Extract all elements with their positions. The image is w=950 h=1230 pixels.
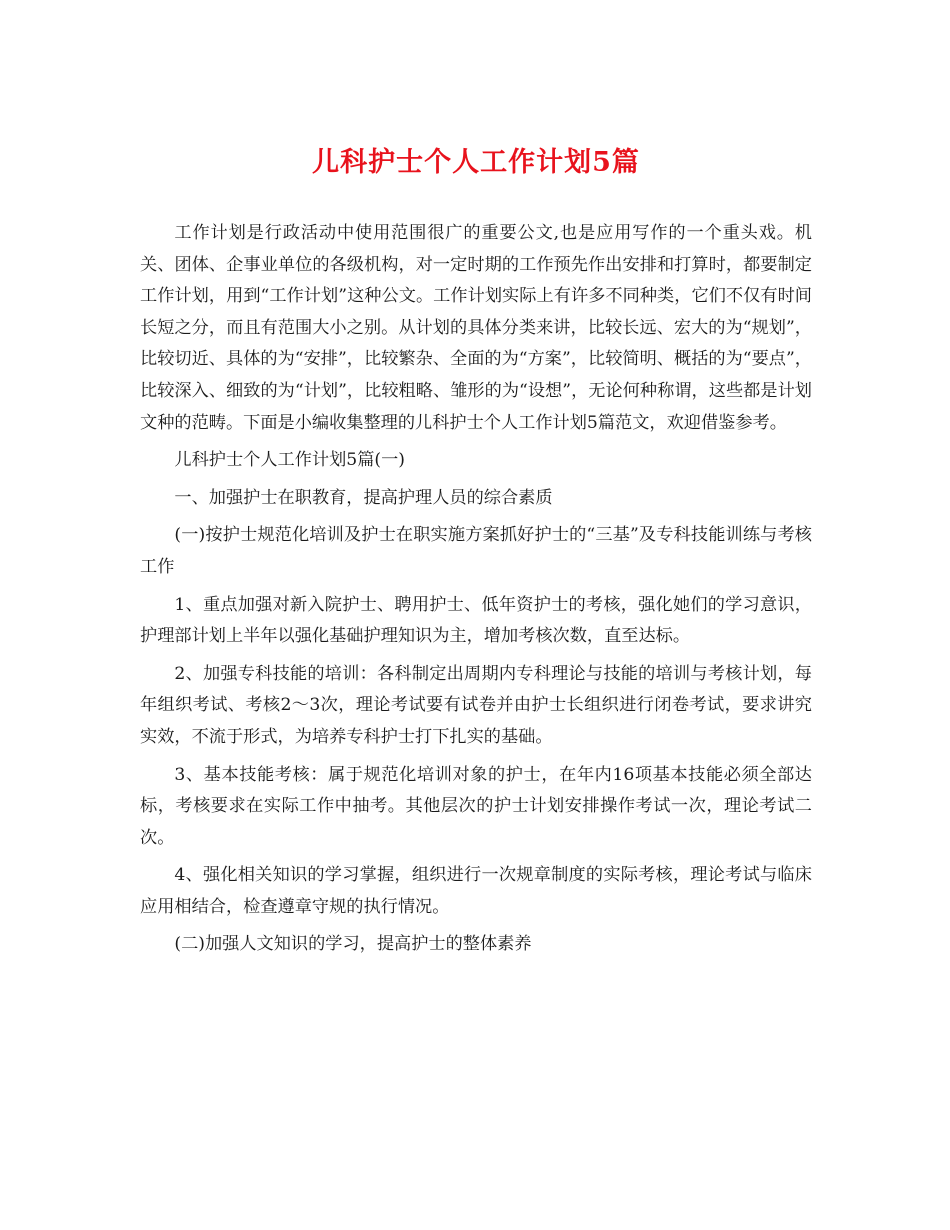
document-title: 儿科护士个人工作计划5篇 bbox=[312, 147, 640, 178]
subheading-humanities-learning: (二)加强人文知识的学习，提高护士的整体素养 bbox=[174, 934, 532, 955]
item-1-new-nurse-assessment: 1、重点加强对新入院护士、聘用护士、低年资护士的考核，强化她们的学习意识，护理部计划上半年以强化基础护理知识为主，增加考核次数，直至达标。 bbox=[140, 594, 812, 647]
intro-paragraph: 工作计划是行政活动中使用范围很广的重要公文,也是应用写作的一个重头戏。机关、团体、企事业单位的各级机构，对一定时期的工作预先作出安排和打算时，都要制定工作计划，用到“工作计划”这种公文。工作计划实际上有许多不同种类，它们不仅有时间长短之分，而且有范围大小之别。从计划的具体分类来讲，比较长远、宏大的为“规划”，比较切近、具体的为“安排”，比较繁杂、全面的为“方案”，比较简明、概括的为“要点”，比较深入、细致的为“计划”，比较粗略、雏形的为“设想”，无论何种称谓，这些都是计划文种的范畴。下面是小编收集整理的儿科护士个人工作计划5篇范文，欢迎借鉴参考。 bbox=[140, 223, 812, 433]
item-3-basic-skill-assessment: 3、基本技能考核：属于规范化培训对象的护士，在年内16项基本技能必须全部达标，考核要求在实际工作中抽考。其他层次的护士计划安排操作考试一次，理论考试二次。 bbox=[140, 764, 812, 848]
item-4-related-knowledge: 4、强化相关知识的学习掌握，组织进行一次规章制度的实际考核，理论考试与临床应用相结合，检查遵章守规的执行情况。 bbox=[140, 865, 812, 917]
item-2-specialty-skill-training: 2、加强专科技能的培训：各科制定出周期内专科理论与技能的培训与考核计划，每年组织考试、考核2～3次，理论考试要有试卷并由护士长组织进行闭卷考试，要求讲究实效，不流于形式，为培养专科护士打下扎实的基础。 bbox=[140, 663, 812, 747]
subheading-training-assessment: (一)按护士规范化培训及护士在职实施方案抓好护士的“三基”及专科技能训练与考核工作 bbox=[140, 525, 812, 577]
heading-in-service-education: 一、加强护士在职教育，提高护理人员的综合素质 bbox=[174, 487, 553, 508]
section-heading-plan-one: 儿科护士个人工作计划5篇(一) bbox=[174, 450, 405, 471]
